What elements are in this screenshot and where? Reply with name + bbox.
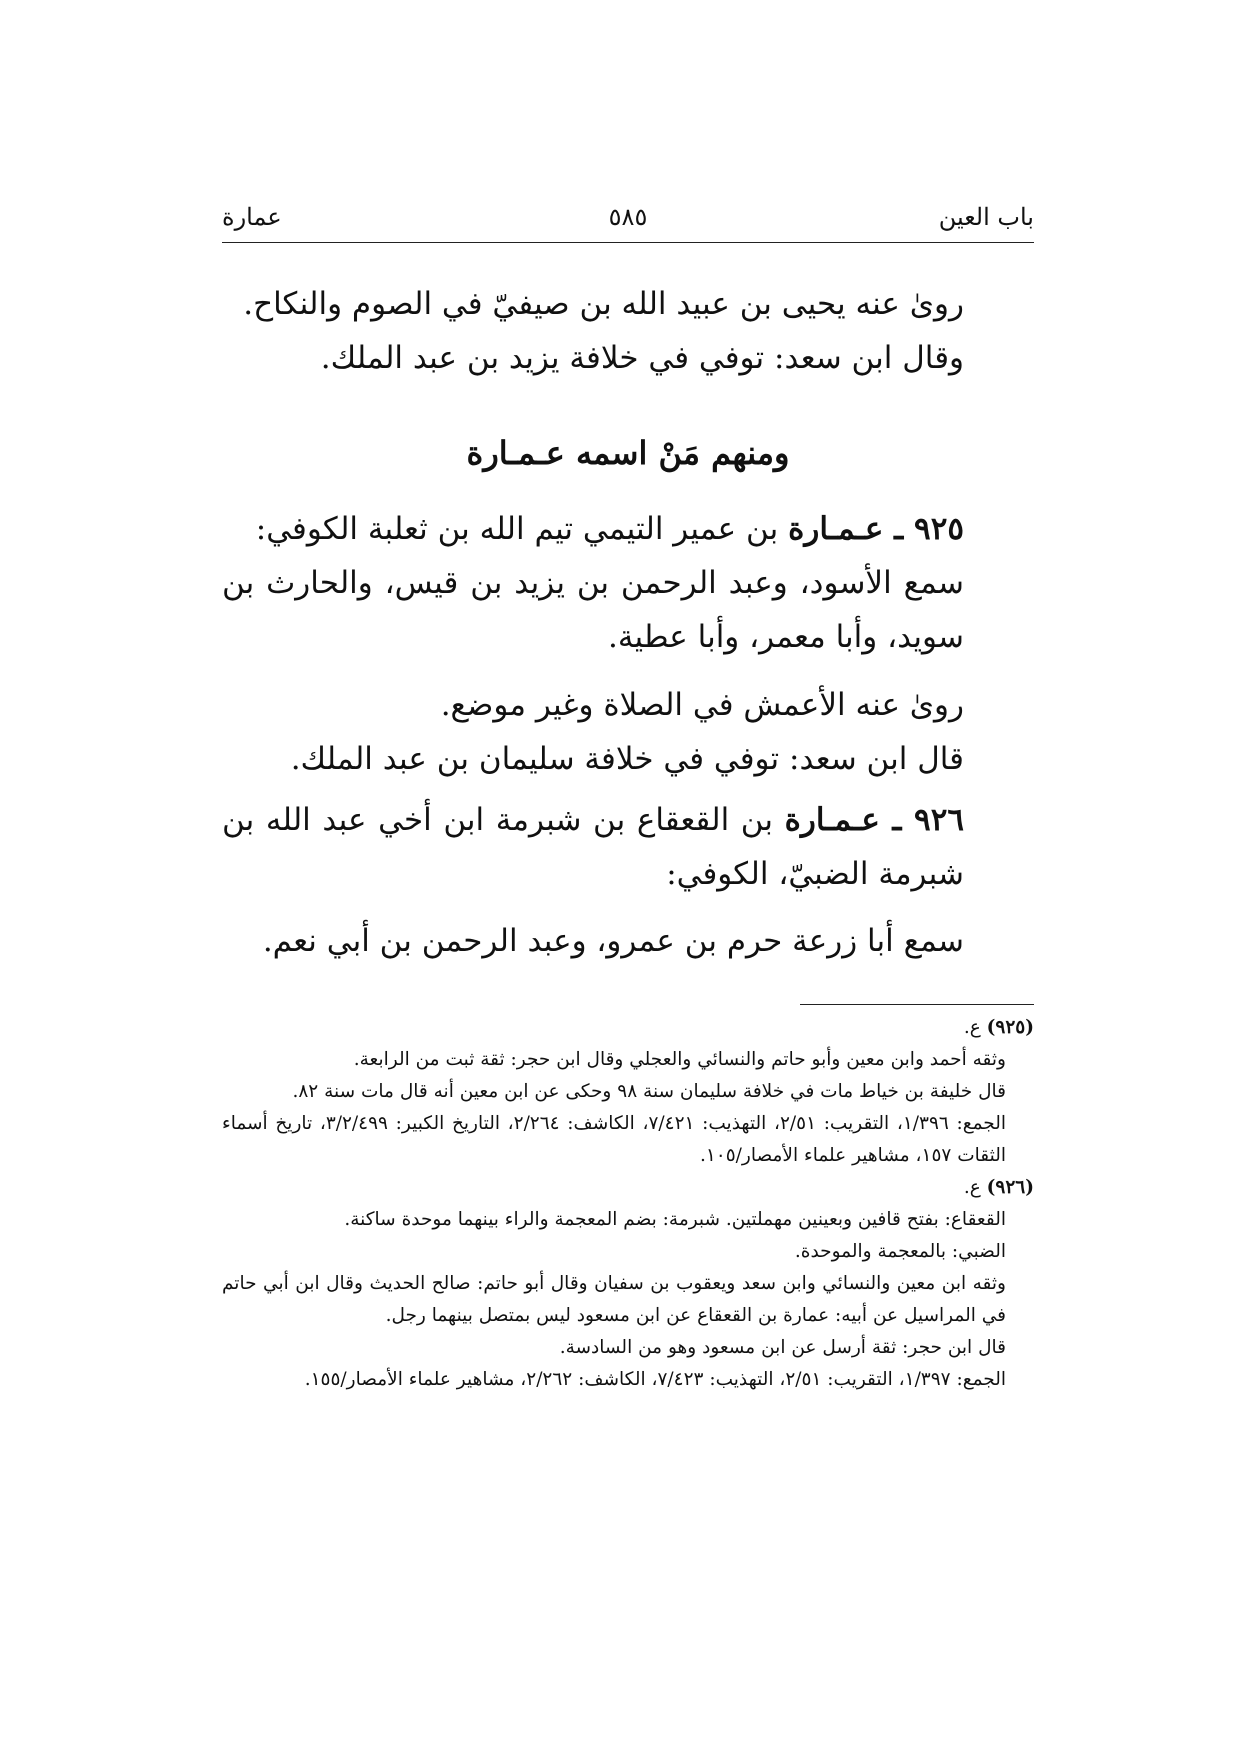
header-keyword: عمارة [222, 203, 282, 231]
header-rule [222, 242, 1034, 243]
footnote-line: الجمع: ١/٣٩٦، التقريب: ٢/٥١، التهذيب: ٧/٤٢١، الكاشف: ٢/٢٦٤، التاريخ الكبير: ٣/٢/٤٩٩، تاريخ أسماء الثقات ١٥٧، مشاهير علماء الأمصار/١٠٥. [222, 1113, 1007, 1166]
entry-925-notes [222, 678, 1034, 786]
entry-925 [222, 502, 1034, 664]
footnote-line: قال خليفة بن خياط مات في خلافة سليمان سنة ٩٨ وحكى عن ابن معين أنه قال مات سنة ٨٢. [292, 1081, 1006, 1102]
entry-death: قال ابن سعد: توفي في خلافة سليمان بن عبد الملك. [290, 741, 964, 777]
footnote-line: وثقه ابن معين والنسائي وابن سعد ويعقوب بن سفيان وقال أبو حاتم: صالح الحديث وقال ابن أبي حاتم في المراسيل عن أبيه: عمارة بن القعقاع عن ابن مسعود ليس بمتصل بينهما رجل. [222, 1273, 1006, 1326]
entry-926 [222, 793, 1034, 901]
footnote-tag: (٩٢٦) [986, 1177, 1034, 1198]
footnote-line: وثقه أحمد وابن معين وأبو حاتم والنسائي والعجلي وقال ابن حجر: ثقة ثبت من الرابعة. [353, 1049, 1006, 1070]
footnote-code: ع. [963, 1017, 981, 1038]
text-line: روىٰ عنه يحيى بن عبيد الله بن صيفيّ في الصوم والنكاح. [243, 286, 964, 322]
entry-students: روىٰ عنه الأعمش في الصلاة وغير موضع. [440, 687, 964, 723]
footnote-code: ع. [963, 1177, 981, 1198]
page-number: ٥٨٥ [608, 203, 648, 231]
footnote-tag: (٩٢٥) [986, 1017, 1034, 1038]
continuation-paragraph [222, 277, 1034, 385]
footnote-line: القعقاع: بفتح قافين وبعينين مهملتين. شبرمة: بضم المعجمة والراء بينهما موحدة ساكنة. [344, 1209, 1006, 1230]
text-line: وقال ابن سعد: توفي في خلافة يزيد بن عبد الملك. [320, 340, 964, 376]
section-heading: ومنهم مَنْ اسمه عـمـارة [466, 434, 790, 472]
footnote-925-head [222, 1012, 1034, 1044]
entry-title [222, 793, 1034, 901]
entry-number: ٩٢٦ ـ عـمـارة [784, 802, 964, 838]
footnote-rule [800, 1004, 1034, 1005]
entry-title [222, 502, 1034, 556]
running-header [222, 202, 1034, 252]
footnote-line: قال ابن حجر: ثقة أرسل عن ابن مسعود وهو من السادسة. [559, 1337, 1006, 1358]
entry-name: بن عمير التيمي تيم الله بن ثعلبة الكوفي: [255, 511, 779, 547]
entry-teachers: سمع أبا زرعة حرم بن عمرو، وعبد الرحمن بن أبي نعم. [262, 923, 964, 959]
entry-teachers: سمع الأسود، وعبد الرحمن بن يزيد بن قيس، والحارث بن سويد، وأبا معمر، وأبا عطية. [222, 565, 964, 655]
footnote-926-head [222, 1172, 1034, 1204]
chapter-title: باب العين [938, 203, 1034, 231]
entry-name: بن القعقاع بن شبرمة ابن أخي عبد الله بن شبرمة الضبيّ، الكوفي: [222, 802, 964, 892]
entry-926-teachers [222, 914, 1034, 968]
footnotes [222, 1012, 1034, 1396]
footnote-line: الجمع: ١/٣٩٧، التقريب: ٢/٥١، التهذيب: ٧/٤٢٣، الكاشف: ٢/٢٦٢، مشاهير علماء الأمصار/١٥٥. [304, 1369, 1006, 1390]
entry-number: ٩٢٥ ـ عـمـارة [788, 511, 964, 547]
footnote-line: الضبي: بالمعجمة والموحدة. [794, 1241, 1006, 1262]
